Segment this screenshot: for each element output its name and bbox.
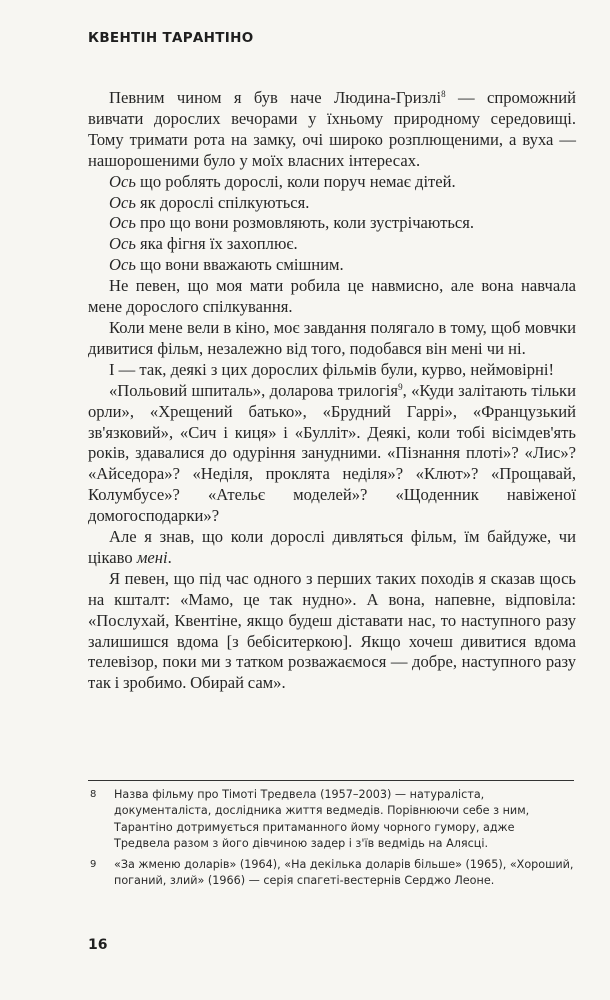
footnote-number: 8	[90, 789, 97, 800]
running-head: КВЕНТІН ТАРАНТІНО	[88, 30, 254, 46]
line-text: яка фігня їх захоплює.	[135, 234, 298, 254]
paragraph: І — так, деякі з цих дорослих фільмів були, курво, неймовірні!	[109, 359, 555, 379]
list-line	[88, 213, 576, 234]
paragraph-text: «Польовий шпиталь», доларова трилогія	[109, 380, 399, 400]
emphasis: мені	[136, 547, 168, 567]
list-line	[88, 193, 576, 214]
paragraph-text: — спроможний вивчати дорослих вечорами у їхньому природному середовищі. Тому тримати рота на замку, очі широко розплющеними, а вуха — нашорошеними було у моїх власних інтересах.	[88, 88, 577, 170]
list-line	[88, 255, 576, 276]
emphasis: Ось	[109, 171, 136, 191]
paragraph: Я певен, що під час одного з перших таких походів я сказав щось на кшталт: «Мамо, це так нудно». А вона, напевне, відповіла: «Послухай, Квентіне, якщо будеш діставати нас, то наступного разу залишишся вдома [з бебіситеркою]. Якщо хочеш дивитися вдома телевізор, поки ми з татком розважаємося — добре, наступного разу так і зробимо. Обирай сам».	[88, 568, 576, 693]
emphasis: Ось	[109, 192, 136, 212]
footnote-text: «За жменю доларів» (1964), «На декілька доларів більше» (1965), «Хороший, поганий, злий» (1966) — серія спагеті-вестернів Серджо Леоне.	[114, 858, 574, 888]
footnote-divider	[88, 780, 574, 781]
paragraph-text: Але я знав, що коли дорослі дивляться фільм, їм байдуже, чи цікаво	[88, 527, 576, 567]
paragraph-text: Певним чином я був наче Людина-Гризлі	[109, 88, 442, 107]
main-text	[88, 88, 576, 694]
footnote	[88, 857, 574, 890]
paragraph: Коли мене вели в кіно, моє завдання полягало в тому, щоб мовчки дивитися фільм, незалежно від того, подобався він мені чи ні.	[88, 317, 576, 358]
paragraph-text: .	[167, 547, 172, 567]
list-line	[88, 172, 576, 193]
line-text: як дорослі спілкуються.	[135, 192, 310, 212]
list-line	[88, 234, 576, 255]
paragraph	[88, 88, 576, 172]
paragraph-text: , «Куди залітають тільки орли», «Хрещений батько», «Брудний Гаррі», «Французький зв'язковий», «Сич і киця» і «Булліт». Деякі, коли тобі вісімдев'ять років, здавалися до одуріння занудними. «Пізнання плоті»? «Лис»? «Айседора»? «Неділя, проклята неділя»? «Клют»? «Прощавай, Колумбусе»? «Ательє моделей»? «Щоденник навіженої домогосподарки»?	[88, 380, 576, 526]
line-text: що роблять дорослі, коли поруч немає дітей.	[135, 171, 456, 191]
emphasis: Ось	[109, 255, 136, 275]
line-text: що вони вважають смішним.	[135, 255, 344, 275]
emphasis: Ось	[109, 213, 136, 233]
paragraph	[88, 381, 576, 527]
footnote-ref: 9	[398, 381, 403, 392]
footnotes	[88, 787, 574, 895]
page-number: 16	[88, 937, 108, 953]
emphasis: Ось	[109, 234, 136, 254]
footnote	[88, 787, 574, 852]
line-text: про що вони розмовляють, коли зустрічаються.	[135, 213, 475, 233]
footnote-text: Назва фільму про Тімоті Тредвела (1957–2003) — натураліста, документаліста, дослідника життя ведмедів. Порівнюючи себе з ним, Тарантіно дотримується притаманного йому чорного гумору, адже Тредвела разом з його дівчиною задер і з'їв ведмідь на Алясці.	[114, 788, 530, 850]
footnote-ref: 8	[441, 89, 446, 99]
paragraph	[88, 527, 576, 569]
paragraph: Не певен, що моя мати робила це навмисно, але вона навчала мене дорослого спілкування.	[88, 276, 576, 317]
footnote-number: 9	[90, 859, 97, 871]
